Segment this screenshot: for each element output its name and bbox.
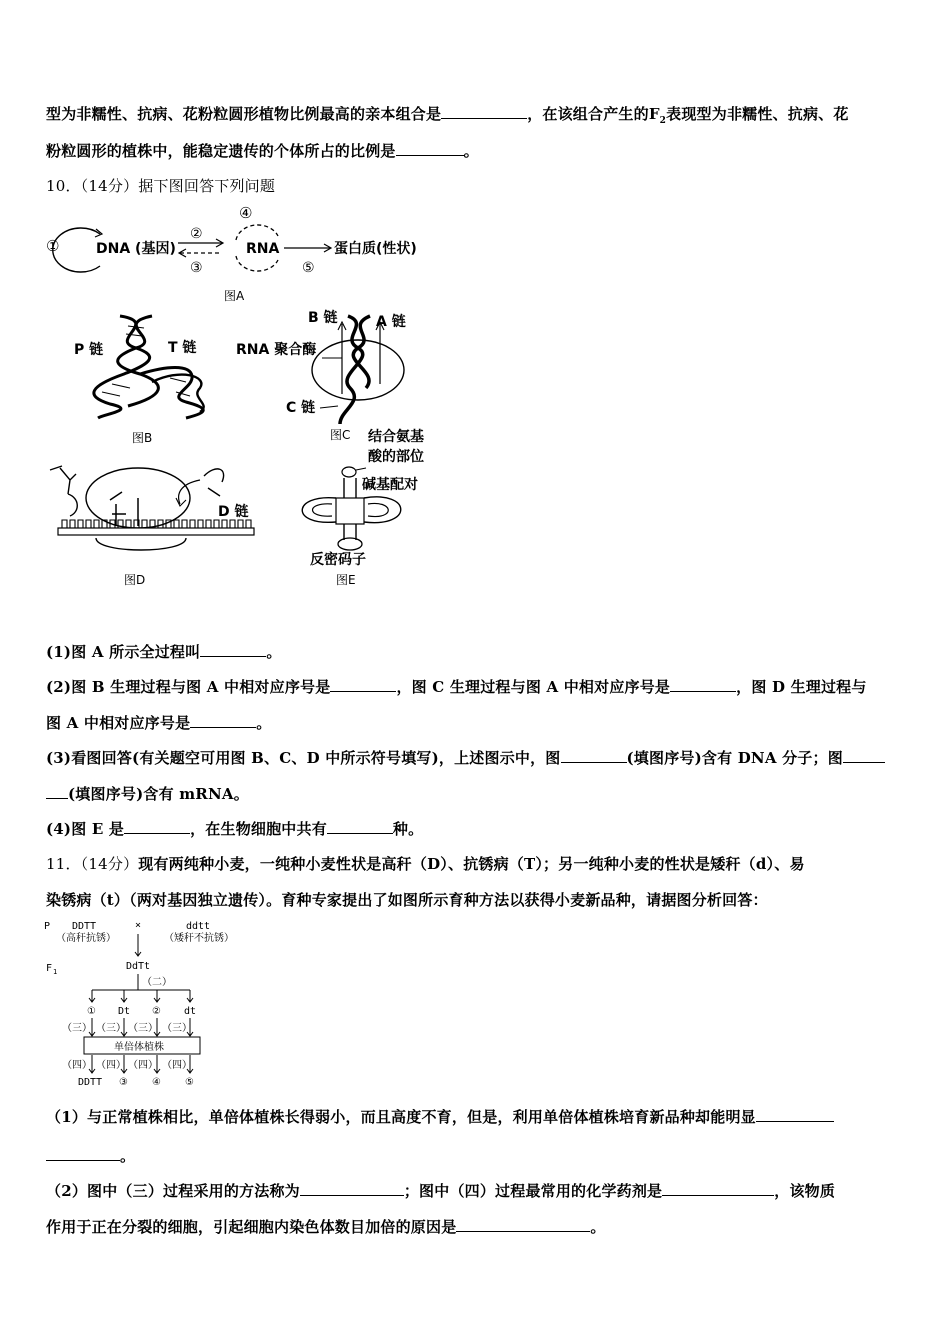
answer-blank[interactable] xyxy=(300,1181,404,1196)
q10-subquestion-2-line-2 xyxy=(46,712,272,733)
answer-blank[interactable] xyxy=(330,677,396,692)
answer-blank-continued[interactable] xyxy=(46,1146,120,1161)
mrna-strand xyxy=(58,528,254,535)
text: 。 xyxy=(266,643,282,661)
generation-p-label: P xyxy=(44,921,51,932)
d-chain-label: D 链 xyxy=(218,504,249,520)
question-10-figures xyxy=(40,198,480,598)
question-11-line-1 xyxy=(46,853,805,874)
text: 。 xyxy=(120,1147,136,1165)
step-4-label: （四） xyxy=(162,1060,192,1071)
text: 。 xyxy=(256,714,272,732)
step-4-label: （四） xyxy=(62,1060,92,1071)
text: (2)图 B 生理过程与图 A 中相对应序号是 xyxy=(46,678,331,696)
haploid-plant-label: 单倍体植株 xyxy=(114,1042,164,1053)
breeding-diagram xyxy=(42,918,262,1090)
f1-subscript: 1 xyxy=(53,968,58,976)
codon-mark xyxy=(86,520,91,528)
ribosome-small-subunit xyxy=(96,538,186,550)
step-4-label: （四） xyxy=(128,1060,158,1071)
codon-mark xyxy=(78,520,83,528)
text: 表现型为非糯性、抗病、花 xyxy=(666,105,849,123)
text: 图 A 中相对应序号是 xyxy=(46,714,191,732)
result-4: ⑤ xyxy=(185,1077,194,1088)
q11-subquestion-1-line-1 xyxy=(46,1106,834,1127)
q10-subquestion-4 xyxy=(46,818,423,839)
text: （1）与正常植株相比，单倍体植株长得弱小，而且高度不育，但是，利用单倍体植株培育新品种却能明显 xyxy=(46,1108,756,1126)
gamete-1: ① xyxy=(87,1006,96,1017)
codon-mark xyxy=(182,520,187,528)
figure-b xyxy=(74,316,204,445)
figure-a-caption: 图A xyxy=(224,289,245,303)
label-3: ③ xyxy=(190,260,203,276)
codon-mark xyxy=(62,520,67,528)
p-chain-label: P 链 xyxy=(74,342,104,358)
answer-blank[interactable] xyxy=(670,677,736,692)
text: (填图序号)含有 DNA 分子；图 xyxy=(626,749,843,767)
codon-mark xyxy=(238,520,243,528)
q10-subquestion-2-line-1 xyxy=(46,676,867,697)
text: ，在该组合产生的 xyxy=(527,105,649,123)
codon-mark xyxy=(222,520,227,528)
parent-1-genotype: DDTT xyxy=(72,921,97,932)
text: (3)看图回答(有关题空可用图 B、C、D 中所示符号填写)，上述图示中，图 xyxy=(46,749,561,767)
text: 。 xyxy=(590,1218,606,1236)
answer-blank[interactable] xyxy=(756,1107,834,1122)
label-1: ① xyxy=(46,237,60,255)
text: F xyxy=(648,105,660,123)
step-2-label: （二） xyxy=(142,977,172,988)
gamete-2: Dt xyxy=(118,1006,131,1017)
subscript: 2 xyxy=(659,116,667,126)
text: 染锈病（t）（两对基因独立遗传）。育种专家提出了如图所示育种方法以获得小麦新品种，请据图分析回答： xyxy=(46,891,768,909)
rna-polymerase-label: RNA 聚合酶 xyxy=(236,342,317,358)
codon-mark xyxy=(142,520,147,528)
parent-2-phenotype: （矮秆不抗锈） xyxy=(164,933,234,944)
text: 。 xyxy=(463,142,479,160)
figure-c-caption: 图C xyxy=(330,428,351,442)
answer-blank[interactable] xyxy=(396,141,464,156)
result-1: DDTT xyxy=(78,1077,103,1088)
codon-mark xyxy=(94,520,99,528)
q11-subquestion-2-line-2 xyxy=(46,1216,606,1237)
text: ；图中（四）过程最常用的化学药剂是 xyxy=(403,1182,663,1200)
replication-loop-arrow xyxy=(53,228,100,272)
label-2: ② xyxy=(190,226,203,242)
question-10-header xyxy=(46,175,275,196)
q10-subquestion-3-line-2 xyxy=(46,783,249,804)
prev-question-line-2 xyxy=(46,140,479,161)
protein-label: 蛋白质(性状) xyxy=(334,241,417,257)
text: 10．（14分）据下图回答下列问题 xyxy=(46,177,276,195)
text: 作用于正在分裂的细胞，引起细胞内染色体数目加倍的原因是 xyxy=(46,1218,457,1236)
answer-blank[interactable] xyxy=(441,104,527,119)
result-2: ③ xyxy=(119,1077,128,1088)
generation-f1-label: F xyxy=(46,963,53,974)
answer-blank[interactable] xyxy=(456,1217,590,1232)
question-11-header: 11．（14分） xyxy=(46,855,139,873)
text: (填图序号)含有 mRNA。 xyxy=(68,785,249,803)
c-chain-label: C 链 xyxy=(286,400,316,416)
text: ，在生物细胞中共有 xyxy=(190,820,327,838)
step-3-label: （三） xyxy=(96,1023,126,1034)
text: (1)图 A 所示全过程叫 xyxy=(46,643,201,661)
prev-question-line-1 xyxy=(46,103,849,126)
f1-genotype: DdTt xyxy=(126,961,151,972)
q10-subquestion-1 xyxy=(46,641,282,662)
figure-a xyxy=(46,204,417,303)
parent-2-genotype: ddtt xyxy=(186,921,211,932)
figure-d xyxy=(50,466,254,587)
figure-c xyxy=(236,309,406,442)
text: 粉粒圆形的植株中，能稳定遗传的个体所占的比例是 xyxy=(46,142,396,160)
b-chain-label: B 链 xyxy=(308,310,338,326)
anticodon-label: 反密码子 xyxy=(310,552,366,568)
label-4: ④ xyxy=(239,204,253,222)
t-chain-label: T 链 xyxy=(168,340,197,356)
answer-blank[interactable] xyxy=(561,748,627,763)
step-4-label: （四） xyxy=(96,1060,126,1071)
question-11-line-2 xyxy=(46,889,768,910)
anticodon-loop xyxy=(338,538,362,550)
answer-blank[interactable] xyxy=(327,819,393,834)
result-3: ④ xyxy=(152,1077,161,1088)
figure-e-caption: 图E xyxy=(336,573,356,587)
text: ，图 C 生理过程与图 A 中相对应序号是 xyxy=(396,678,671,696)
answer-blank[interactable] xyxy=(124,819,190,834)
rna-replication-arrow xyxy=(236,225,278,240)
codon-mark xyxy=(190,520,195,528)
text: ，图 D 生理过程与 xyxy=(736,678,867,696)
base-pairing-label: 碱基配对 xyxy=(362,477,418,493)
amino-acid-site-label-1: 结合氨基 xyxy=(368,429,424,445)
rna-label: RNA xyxy=(246,241,280,257)
figure-e xyxy=(302,428,424,587)
codon-mark xyxy=(70,520,75,528)
codon-mark xyxy=(206,520,211,528)
answer-blank[interactable] xyxy=(843,748,885,763)
figure-d-caption: 图D xyxy=(124,573,146,587)
text: （2）图中（三）过程采用的方法称为 xyxy=(46,1182,300,1200)
answer-blank[interactable] xyxy=(662,1181,774,1196)
text: 现有两纯种小麦，一纯种小麦性状是高秆（D）、抗锈病（T）；另一纯种小麦的性状是矮秆（d）、易 xyxy=(138,855,805,873)
parent-1-phenotype: （高秆抗锈） xyxy=(56,933,116,944)
codon-mark xyxy=(198,520,203,528)
step-3-label: （三） xyxy=(128,1023,158,1034)
gamete-3: ② xyxy=(152,1006,161,1017)
step-3-label: （三） xyxy=(62,1023,92,1034)
q11-subquestion-1-line-2 xyxy=(46,1145,135,1166)
codon-mark xyxy=(214,520,219,528)
gamete-4: dt xyxy=(184,1006,197,1017)
q11-subquestion-2-line-1 xyxy=(46,1180,835,1201)
label-5: ⑤ xyxy=(302,260,315,276)
dna-label: DNA (基因) xyxy=(96,241,176,257)
a-chain-label: A 链 xyxy=(376,314,406,330)
answer-blank[interactable] xyxy=(200,642,266,657)
amino-acid-site-label-2: 酸的部位 xyxy=(368,449,424,465)
codon-mark xyxy=(174,520,179,528)
step-3-label: （三） xyxy=(162,1023,192,1034)
codon-mark xyxy=(230,520,235,528)
figure-b-caption: 图B xyxy=(132,431,153,445)
text: 种。 xyxy=(392,820,424,838)
codon-mark xyxy=(246,520,251,528)
text: 型为非糯性、抗病、花粉粒圆形植物比例最高的亲本组合是 xyxy=(46,105,442,123)
text: (4)图 E 是 xyxy=(46,820,125,838)
text: ，该物质 xyxy=(774,1182,836,1200)
answer-blank[interactable] xyxy=(190,713,256,728)
q10-subquestion-3-line-1 xyxy=(46,747,885,768)
answer-blank-continued[interactable] xyxy=(46,784,68,799)
cross-symbol: × xyxy=(135,920,142,931)
